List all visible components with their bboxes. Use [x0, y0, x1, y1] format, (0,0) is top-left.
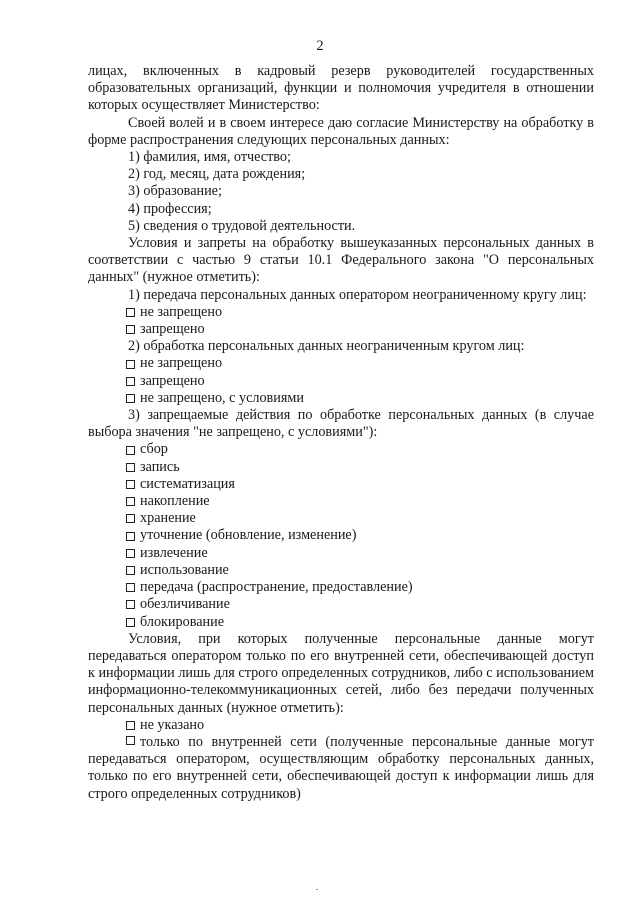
- page-number: 2: [316, 38, 324, 54]
- checkbox-label: не запрещено: [140, 355, 223, 372]
- section3-heading: 3) запрещаемые действия по обработке персональных данных (в случае выбора значения "не запрещено, с условиями"):: [88, 407, 594, 441]
- checkbox-option[interactable]: [126, 321, 594, 338]
- checkbox-label: не указано: [140, 716, 205, 733]
- checkbox-icon[interactable]: [126, 514, 135, 523]
- checkbox-label: хранение: [140, 510, 196, 527]
- checkbox-icon[interactable]: [126, 549, 135, 558]
- checkbox-option[interactable]: [126, 614, 594, 631]
- checkbox-option[interactable]: [126, 373, 594, 390]
- checkbox-option[interactable]: [126, 459, 594, 476]
- checkbox-icon[interactable]: [126, 377, 135, 386]
- checkbox-icon[interactable]: [126, 497, 135, 506]
- checkbox-label: только по внутренней сети (полученные персональные данные могут передаваться оператором, осуществляющим обработку персональных данных, только по его внутренней сети, обеспечивающей доступ к информации лишь для строго определенных сотрудников): [88, 733, 594, 802]
- checkbox-option[interactable]: [126, 562, 594, 579]
- paragraph-consent: Своей волей и в своем интересе даю согласие Министерству на обработку в форме распространения следующих персональных данных:: [88, 114, 594, 148]
- checkbox-icon[interactable]: [126, 394, 135, 403]
- checkbox-icon[interactable]: [126, 480, 135, 489]
- checkbox-label: не запрещено: [140, 303, 223, 320]
- checkbox-option[interactable]: [126, 579, 594, 596]
- paragraph-continuation: лицах, включенных в кадровый резерв руководителей государственных образовательных организаций, функции и полномочия учредителя в отношении которых осуществляет Министерство:: [88, 63, 594, 114]
- section2-heading: 2) обработка персональных данных неограниченным кругом лиц:: [128, 338, 525, 355]
- checkbox-option[interactable]: [126, 355, 594, 372]
- checkbox-label: передача (распространение, предоставление): [140, 579, 413, 596]
- checkbox-option[interactable]: [126, 304, 594, 321]
- checkbox-icon[interactable]: [126, 325, 135, 334]
- checkbox-icon[interactable]: [126, 583, 135, 592]
- document-body: [88, 63, 594, 803]
- checkbox-icon[interactable]: [126, 600, 135, 609]
- checkbox-icon[interactable]: [126, 566, 135, 575]
- data-list-item: 4) профессия;: [128, 200, 212, 217]
- checkbox-label: запись: [140, 458, 180, 475]
- checkbox-icon[interactable]: [126, 736, 135, 745]
- checkbox-option[interactable]: [126, 717, 594, 734]
- checkbox-label: запрещено: [140, 321, 205, 338]
- checkbox-icon[interactable]: [126, 618, 135, 627]
- checkbox-label: извлечение: [140, 544, 208, 561]
- checkbox-option[interactable]: [126, 441, 594, 458]
- checkbox-option[interactable]: [126, 527, 594, 544]
- paragraph-conditions: Условия и запреты на обработку вышеуказанных персональных данных в соответствии с частью 9 статьи 10.1 Федерального закона "О персональных данных" (нужное отметить):: [88, 235, 594, 286]
- section1-heading: 1) передача персональных данных оператором неограниченному кругу лиц:: [128, 286, 587, 303]
- checkbox-icon[interactable]: [126, 360, 135, 369]
- checkbox-option[interactable]: [126, 476, 594, 493]
- data-list-item: 3) образование;: [128, 183, 222, 200]
- data-list-item: 5) сведения о трудовой деятельности.: [128, 217, 356, 234]
- checkbox-label: использование: [140, 561, 229, 578]
- checkbox-option[interactable]: [126, 545, 594, 562]
- checkbox-icon[interactable]: [126, 721, 135, 730]
- checkbox-icon[interactable]: [126, 463, 135, 472]
- paragraph-transfer-conditions: Условия, при которых полученные персональные данные могут передаваться оператором только по его внутренней сети, обеспечивающей доступ к информации лишь для строго определенных сотрудников, либо с использованием информационно-телекоммуникационных сетей, либо без передачи полученных персональных данных (нужное отметить):: [88, 630, 594, 716]
- checkbox-icon[interactable]: [126, 446, 135, 455]
- checkbox-icon[interactable]: [126, 308, 135, 317]
- data-list-item: 1) фамилия, имя, отчество;: [128, 149, 291, 166]
- data-list-item: 2) год, месяц, дата рождения;: [128, 166, 306, 183]
- checkbox-label: обезличивание: [140, 596, 230, 613]
- checkbox-option[interactable]: [126, 596, 594, 613]
- checkbox-option[interactable]: [126, 510, 594, 527]
- checkbox-option-long[interactable]: [88, 734, 594, 803]
- checkbox-label: систематизация: [140, 475, 235, 492]
- checkbox-label: сбор: [140, 441, 168, 458]
- scan-speck: [316, 889, 318, 890]
- checkbox-option[interactable]: [126, 390, 594, 407]
- checkbox-label: накопление: [140, 493, 210, 510]
- checkbox-label: запрещено: [140, 372, 205, 389]
- checkbox-label: уточнение (обновление, изменение): [140, 527, 357, 544]
- checkbox-option[interactable]: [126, 493, 594, 510]
- checkbox-label: не запрещено, с условиями: [140, 389, 304, 406]
- checkbox-icon[interactable]: [126, 532, 135, 541]
- checkbox-label: блокирование: [140, 613, 225, 630]
